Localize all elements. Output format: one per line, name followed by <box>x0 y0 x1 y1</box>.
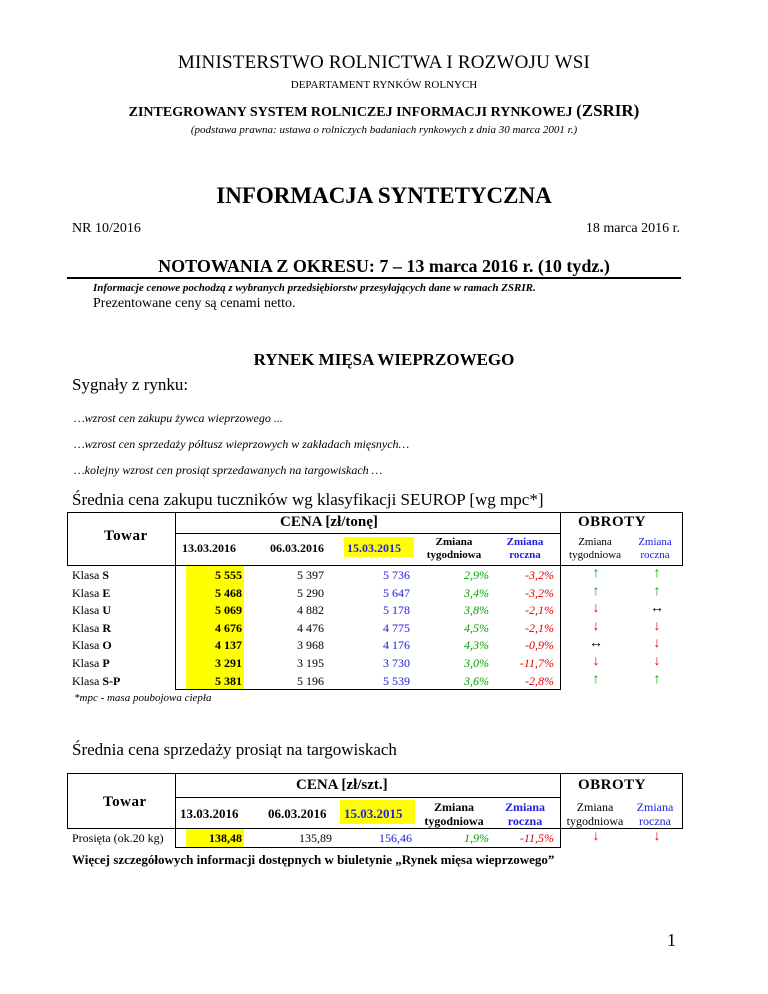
table2-heading: Średnia cena sprzedaży prosiąt na targowiskach <box>72 740 397 759</box>
page-number: 1 <box>667 930 676 950</box>
price-prev-year: 5 736 <box>383 568 410 582</box>
price-source-note: Informacje cenowe pochodzą z wybranych przedsiębiorstw przesyłających dane w ramach ZSRIR. <box>93 282 536 294</box>
weekly-change: 3,0% <box>464 656 489 670</box>
arrow-left-right-icon: ↔ <box>589 636 603 651</box>
col-date-prev-week: 06.03.2016 <box>268 806 327 821</box>
row-label <box>72 586 110 601</box>
price-current: 5 381 <box>215 674 242 688</box>
price-prev-year: 3 730 <box>383 656 410 670</box>
issue-date: 18 marca 2016 r. <box>585 221 680 236</box>
row-label <box>72 674 120 689</box>
price-current: 5 555 <box>215 568 242 582</box>
row-class: E <box>102 586 111 600</box>
price-current: 4 676 <box>215 621 242 635</box>
arrow-up-icon: ↑ <box>592 566 600 581</box>
arrow-down-icon: ↓ <box>653 636 661 651</box>
yearly-change: -11,5% <box>519 831 554 845</box>
arrow-down-icon: ↓ <box>592 601 600 616</box>
signal-item: …kolejny wzrost cen prosiąt sprzedawanych na targowiskach … <box>74 463 383 477</box>
legal-basis: (podstawa prawna: ustawa o rolniczych badaniach rynkowych z dnia 30 marca 2001 r.) <box>190 124 578 136</box>
price-prev-year: 5 647 <box>383 586 410 600</box>
arrow-up-icon: ↑ <box>653 672 661 687</box>
more-info-note: Więcej szczegółowych informacji dostępnych w biuletynie „Rynek mięsa wieprzowego” <box>72 852 555 867</box>
price-prev-week: 3 195 <box>297 656 324 670</box>
arrow-up-icon: ↑ <box>592 584 600 599</box>
yearly-change: -2,8% <box>525 674 554 688</box>
col-turnover-yearly: Zmiana roczna <box>636 800 674 828</box>
issue-number: NR 10/2016 <box>72 221 141 236</box>
col-turnover-weekly: Zmiana tygodniowa <box>569 536 621 561</box>
row-label-prefix: Klasa <box>72 656 103 670</box>
price-prev-year: 5 539 <box>383 674 410 688</box>
row-class: U <box>102 603 111 617</box>
weekly-change: 4,5% <box>464 621 489 635</box>
row-label-prefix: Klasa <box>72 586 103 600</box>
yearly-change: -2,1% <box>525 603 554 617</box>
row-label <box>72 621 111 636</box>
department-name: DEPARTAMENT RYNKÓW ROLNYCH <box>290 79 478 91</box>
row-label-prefix: Klasa <box>72 674 103 688</box>
row-class: S-P <box>102 674 121 688</box>
price-current: 4 137 <box>215 638 242 652</box>
price-prev-week: 5 290 <box>297 586 324 600</box>
arrow-down-icon: ↓ <box>592 829 600 844</box>
price-current: 3 291 <box>215 656 242 670</box>
group-obroty: OBROTY <box>578 777 647 793</box>
row-label <box>72 638 112 653</box>
price-current: 138,48 <box>209 831 242 845</box>
signal-item: …wzrost cen zakupu żywca wieprzowego ... <box>74 411 283 425</box>
system-abbr: (ZSRIR) <box>576 101 640 120</box>
arrow-up-icon: ↑ <box>592 672 600 687</box>
col-towar: Towar <box>104 528 148 544</box>
divider <box>67 277 681 279</box>
col-turnover-yearly: Zmiana roczna <box>638 536 672 561</box>
document-title: INFORMACJA SYNTETYCZNA <box>216 183 552 208</box>
col-weekly-change: Zmiana tygodniowa <box>426 536 482 561</box>
group-cena: CENA [zł/szt.] <box>296 777 388 793</box>
price-prev-week: 4 476 <box>297 621 324 635</box>
col-date-prev-year: 15.03.2015 <box>344 806 403 821</box>
row-label <box>72 656 110 671</box>
weekly-change: 3,8% <box>464 603 489 617</box>
system-full-name: ZINTEGROWANY SYSTEM ROLNICZEJ INFORMACJI RYNKOWEJ <box>128 105 573 120</box>
yearly-change: -3,2% <box>525 586 554 600</box>
price-prev-week: 4 882 <box>297 603 324 617</box>
weekly-change: 1,9% <box>464 831 489 845</box>
price-current: 5 468 <box>215 586 242 600</box>
row-label-prefix: Klasa <box>72 568 103 582</box>
row-label: Prosięta (ok.20 kg) <box>72 831 164 845</box>
row-label-prefix: Klasa <box>72 621 103 635</box>
col-date-current: 13.03.2016 <box>180 806 239 821</box>
arrow-down-icon: ↓ <box>592 619 600 634</box>
arrow-down-icon: ↓ <box>653 619 661 634</box>
col-weekly-change: Zmiana tygodniowa <box>424 800 484 828</box>
price-prev-week: 5 196 <box>297 674 324 688</box>
net-price-note: Prezentowane ceny są cenami netto. <box>93 296 296 311</box>
yearly-change: -11,7% <box>519 656 554 670</box>
arrow-down-icon: ↓ <box>653 829 661 844</box>
arrow-down-icon: ↓ <box>653 654 661 669</box>
price-prev-year: 5 178 <box>383 603 410 617</box>
price-prev-week: 3 968 <box>297 638 324 652</box>
price-prev-year: 4 775 <box>383 621 410 635</box>
group-cena: CENA [zł/tonę] <box>280 514 378 530</box>
section-title: RYNEK MIĘSA WIEPRZOWEGO <box>253 350 515 369</box>
price-prev-week: 135,89 <box>299 831 332 845</box>
col-date-current: 13.03.2016 <box>182 541 236 555</box>
price-current: 5 069 <box>215 603 242 617</box>
arrow-down-icon: ↓ <box>592 654 600 669</box>
signal-item: …wzrost cen sprzedaży półtusz wieprzowych w zakładach mięsnych… <box>74 437 410 451</box>
col-yearly-change: Zmiana roczna <box>506 536 544 561</box>
row-class: P <box>102 656 110 670</box>
col-towar: Towar <box>103 794 147 810</box>
row-label-prefix: Klasa <box>72 638 103 652</box>
row-label <box>72 603 111 618</box>
yearly-change: -3,2% <box>525 568 554 582</box>
col-date-prev-year: 15.03.2015 <box>347 541 401 555</box>
weekly-change: 3,6% <box>464 674 489 688</box>
system-name <box>0 101 768 121</box>
table1-heading: Średnia cena zakupu tuczników wg klasyfikacji SEUROP [wg mpc*] <box>72 490 544 509</box>
row-label <box>72 568 109 583</box>
period-heading: NOTOWANIA Z OKRESU: 7 – 13 marca 2016 r. (10 tydz.) <box>158 256 610 276</box>
mpc-footnote: *mpc - masa poubojowa ciepła <box>74 692 212 704</box>
weekly-change: 4,3% <box>464 638 489 652</box>
arrow-up-icon: ↑ <box>653 584 661 599</box>
yearly-change: -0,9% <box>525 638 554 652</box>
price-prev-year: 156,46 <box>379 831 412 845</box>
yearly-change: -2,1% <box>525 621 554 635</box>
price-prev-week: 5 397 <box>297 568 324 582</box>
ministry-name: MINISTERSTWO ROLNICTWA I ROZWOJU WSI <box>177 52 591 73</box>
weekly-change: 2,9% <box>464 568 489 582</box>
col-turnover-weekly: Zmiana tygodniowa <box>566 800 624 828</box>
col-yearly-change: Zmiana roczna <box>504 800 545 828</box>
arrow-left-right-icon: ↔ <box>650 601 664 616</box>
row-class: R <box>102 621 111 635</box>
signals-label: Sygnały z rynku: <box>72 375 189 394</box>
col-date-prev-week: 06.03.2016 <box>270 541 324 555</box>
row-label-prefix: Klasa <box>72 603 103 617</box>
group-obroty: OBROTY <box>578 514 647 530</box>
arrow-up-icon: ↑ <box>653 566 661 581</box>
weekly-change: 3,4% <box>464 586 489 600</box>
row-class: S <box>102 568 110 582</box>
price-prev-year: 4 176 <box>383 638 410 652</box>
row-class: O <box>102 638 112 652</box>
